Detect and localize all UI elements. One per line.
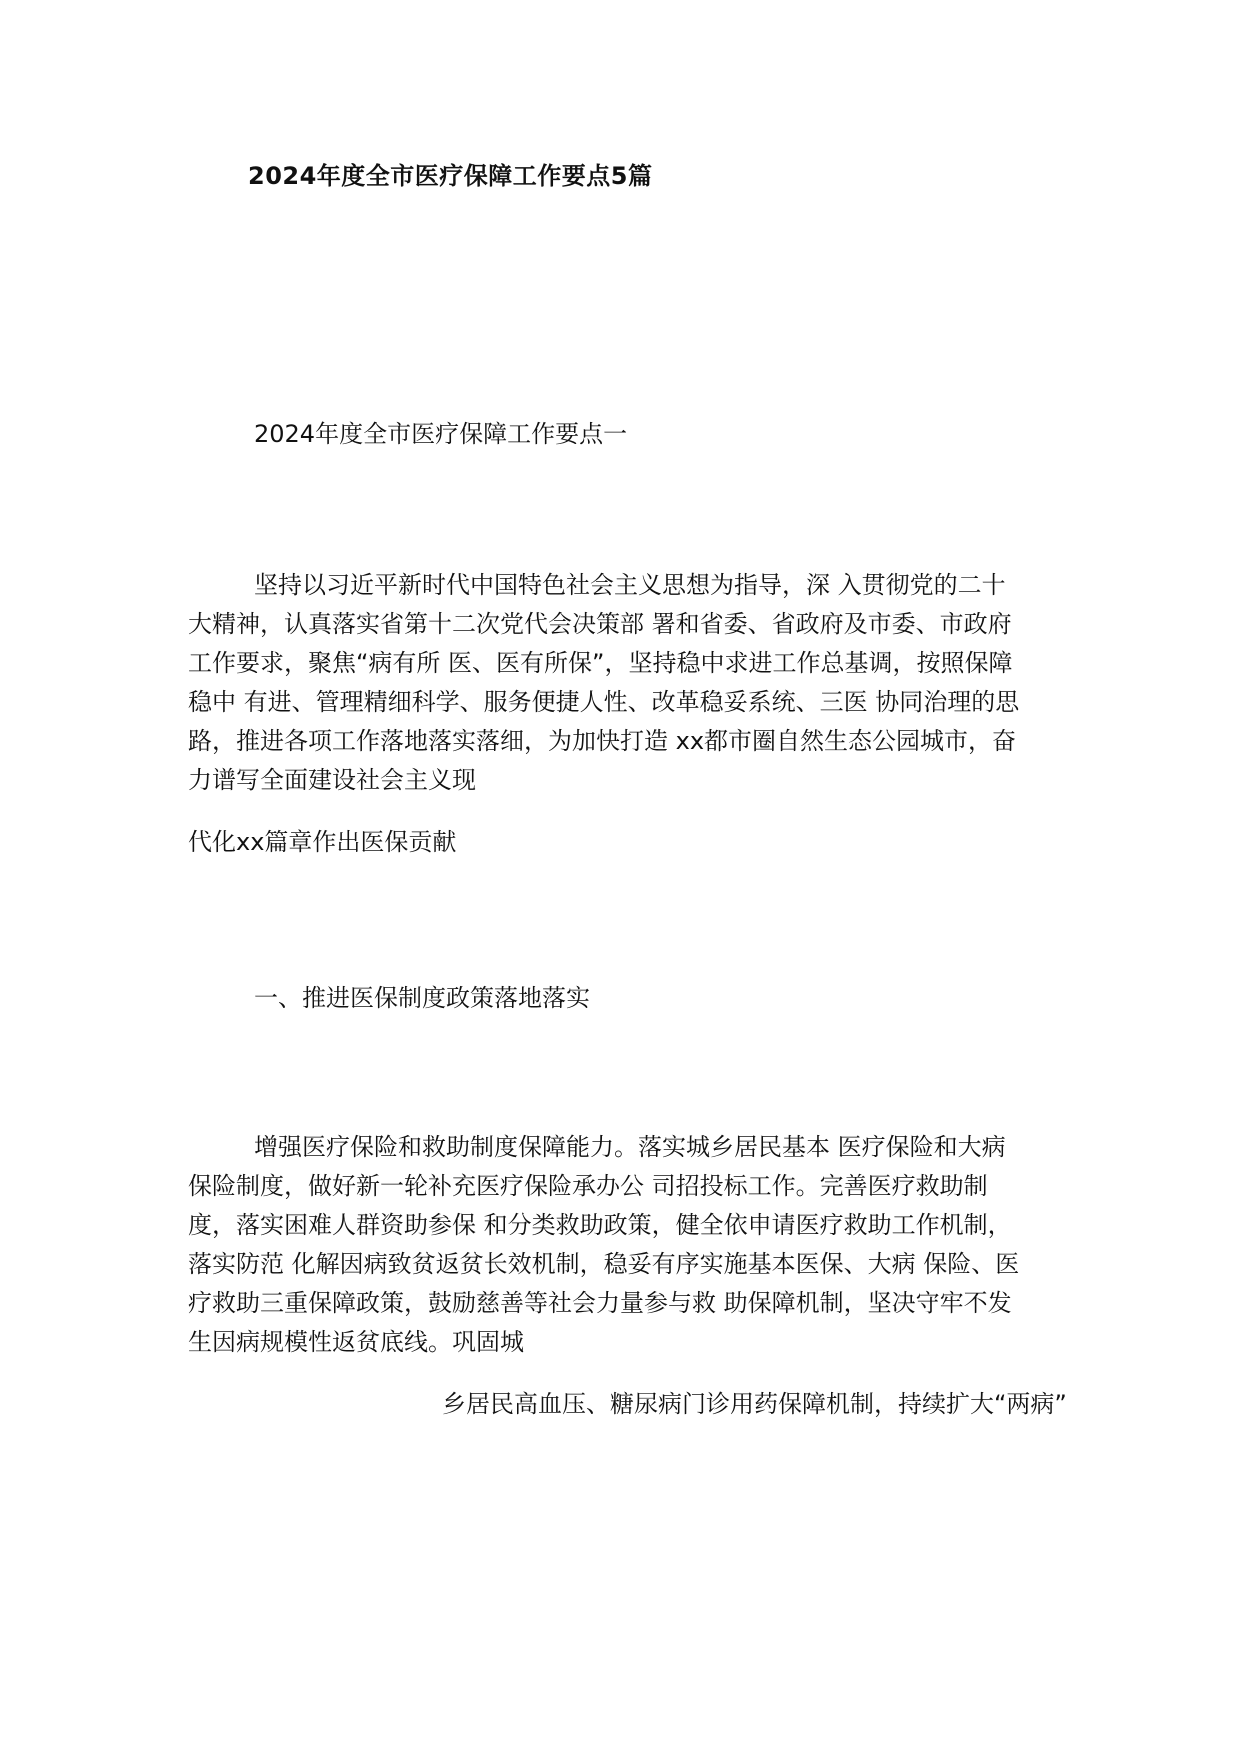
section-title: 2024年度全市医疗保障工作要点一 — [254, 420, 628, 448]
paragraph-line: 工作要求，聚焦“病有所 医、医有所保”，坚持稳中求进工作总基调，按照保障 — [188, 649, 1013, 677]
heading-policy-implementation: 一、推进医保制度政策落地落实 — [254, 984, 590, 1012]
paragraph-line: 增强医疗保险和救助制度保障能力。落实城乡居民基本 医疗保险和大病 — [254, 1133, 1006, 1161]
paragraph-tail-line: 代化xx篇章作出医保贡献 — [188, 828, 457, 856]
paragraph-line: 生因病规模性返贫底线。巩固城 — [188, 1328, 524, 1356]
paragraph-line: 保险制度，做好新一轮补充医疗保险承办公 司招投标工作。完善医疗救助制 — [188, 1172, 988, 1200]
paragraph-line: 坚持以习近平新时代中国特色社会主义思想为指导，深 入贯彻党的二十 — [254, 571, 1006, 599]
paragraph-line: 路，推进各项工作落地落实落细，为加快打造 xx都市圈自然生态公园城市，奋 — [188, 727, 1017, 755]
paragraph-line: 落实防范 化解因病致贫返贫长效机制，稳妥有序实施基本医保、大病 保险、医 — [188, 1250, 1020, 1278]
paragraph-guiding-principle — [188, 566, 1048, 800]
paragraph-line: 大精神，认真落实省第十二次党代会决策部 署和省委、省政府及市委、市政府 — [188, 610, 1012, 638]
document-title: 2024年度全市医疗保障工作要点5篇 — [248, 162, 653, 190]
paragraph-insurance-capacity — [188, 1128, 1048, 1362]
paragraph-line: 疗救助三重保障政策，鼓励慈善等社会力量参与救 助保障机制，坚决守牢不发 — [188, 1289, 1012, 1317]
paragraph-line: 度，落实困难人群资助参保 和分类救助政策，健全依申请医疗救助工作机制， — [188, 1211, 1012, 1239]
paragraph-line: 力谱写全面建设社会主义现 — [188, 766, 476, 794]
paragraph-tail-line: 乡居民高血压、糖尿病门诊用药保障机制，持续扩大“两病” — [442, 1390, 1067, 1418]
paragraph-line: 稳中 有进、管理精细科学、服务便捷人性、改革稳妥系统、三医 协同治理的思 — [188, 688, 1020, 716]
